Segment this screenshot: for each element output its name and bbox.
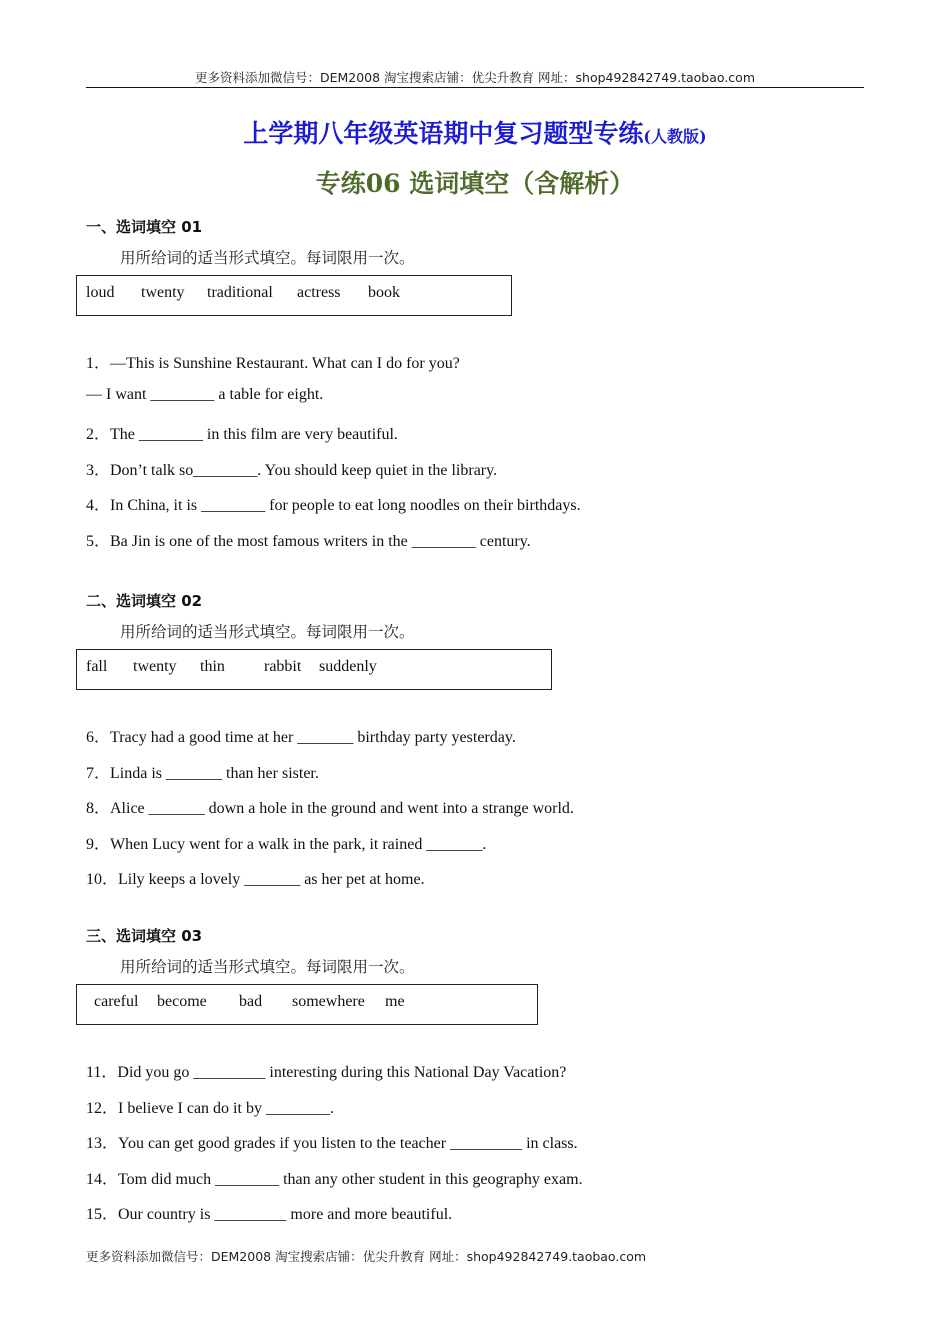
question-line: 7．Linda is _______ than her sister. [86,765,319,782]
word-option: become [157,993,207,1010]
section-1-heading: 一、选词填空 01 [86,218,203,236]
word-option: thin [200,658,225,675]
word-option: twenty [141,284,185,301]
page-header: 更多资料添加微信号：DEM2008 淘宝搜索店铺：优尖升教育 网址：shop492842749.taobao.com [194,70,756,85]
word-option: suddenly [319,658,377,675]
word-option: fall [86,658,108,675]
word-option: traditional [207,284,273,301]
question-line: 13．You can get good grades if you listen to the teacher _________ in class. [86,1135,578,1152]
document-title [0,114,950,150]
section-1-word-box [76,275,512,316]
word-option: somewhere [292,993,365,1010]
word-option: me [385,993,405,1010]
question-line: 15．Our country is _________ more and more beautiful. [86,1206,453,1223]
question-line: 14．Tom did much ________ than any other student in this geography exam. [86,1171,583,1188]
question-line: 2．The ________ in this film are very beautiful. [86,426,398,443]
question-line: 9．When Lucy went for a walk in the park, it rained _______. [86,836,487,853]
question-line: 10．Lily keeps a lovely _______ as her pet at home. [86,871,425,888]
question-line: 11．Did you go _________ interesting during this National Day Vacation? [86,1064,567,1081]
section-2-word-box [76,649,552,690]
question-line: 3．Don’t talk so________. You should keep quiet in the library. [86,462,498,479]
word-option: careful [94,993,139,1010]
header-divider [86,87,864,88]
page-footer: 更多资料添加微信号：DEM2008 淘宝搜索店铺：优尖升教育 网址：shop492842749.taobao.com [86,1249,647,1264]
word-option: actress [297,284,341,301]
word-option: loud [86,284,115,301]
question-line: — I want ________ a table for eight. [86,386,324,403]
section-2-heading: 二、选词填空 02 [86,592,203,610]
question-line: 1．—This is Sunshine Restaurant. What can I do for you? [86,355,460,372]
word-option: bad [239,993,263,1010]
question-line: 12．I believe I can do it by ________. [86,1100,334,1117]
word-option: rabbit [264,658,302,675]
question-line: 5．Ba Jin is one of the most famous writers in the ________ century. [86,533,531,550]
section-3-word-box [76,984,538,1025]
section-3-instruction: 用所给词的适当形式填空。每词限用一次。 [120,958,415,976]
word-option: twenty [133,658,177,675]
document-subtitle: 专练06 选词填空（含解析） [315,169,635,198]
question-line: 4．In China, it is ________ for people to eat long noodles on their birthdays. [86,497,581,514]
question-line: 6．Tracy had a good time at her _______ birthday party yesterday. [86,729,516,746]
section-1-instruction: 用所给词的适当形式填空。每词限用一次。 [120,249,415,267]
title-main: 上学期八年级英语期中复习题型专练 [243,119,644,148]
word-option: book [368,284,400,301]
section-2-instruction: 用所给词的适当形式填空。每词限用一次。 [120,623,415,641]
title-suffix: (人教版) [643,127,707,146]
question-line: 8．Alice _______ down a hole in the ground and went into a strange world. [86,800,574,817]
section-3-heading: 三、选词填空 03 [86,927,203,945]
